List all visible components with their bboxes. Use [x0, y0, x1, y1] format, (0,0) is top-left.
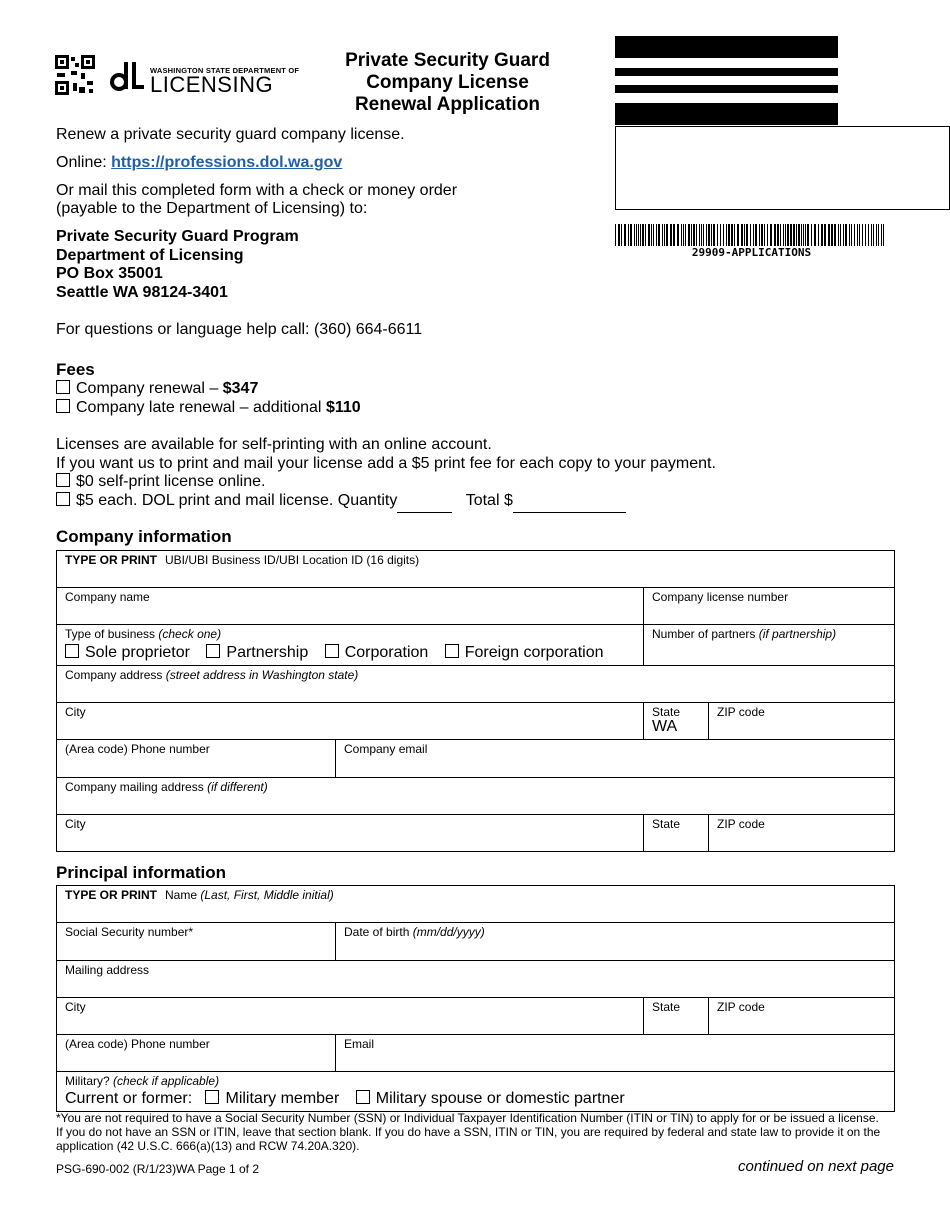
military-spouse-checkbox[interactable] — [356, 1090, 370, 1104]
business-type-checkbox[interactable] — [445, 644, 459, 658]
mail-address-line: Private Security Guard Program — [56, 228, 299, 245]
type-or-print-label: TYPE OR PRINT — [65, 888, 158, 902]
continued-note: continued on next page — [738, 1158, 894, 1175]
redaction-bar — [615, 103, 838, 125]
company-address-label: Company address — [65, 668, 166, 682]
principal-phone-field[interactable] — [57, 1035, 336, 1072]
barcode-icon — [615, 224, 888, 246]
mailing-address-note: (if different) — [207, 780, 268, 794]
fee-late-label: Company late renewal – additional — [76, 399, 326, 416]
company-mailing-address-field[interactable] — [57, 778, 895, 815]
military-option[interactable] — [205, 1090, 339, 1107]
company-address-note: (street address in Washington state) — [165, 668, 359, 682]
company-zip-field[interactable] — [709, 703, 895, 740]
fee-late-option[interactable] — [56, 398, 361, 417]
form-number: PSG-690-002 (R/1/23)WA Page 1 of 2 — [56, 1162, 259, 1176]
city-label: City — [65, 1000, 86, 1014]
quantity-field[interactable] — [397, 493, 452, 513]
option-label: Corporation — [344, 644, 429, 661]
principal-name-field[interactable] — [57, 886, 895, 923]
company-name-label: Company name — [65, 590, 150, 604]
redaction-bar — [615, 36, 838, 58]
principal-name-note: (Last, First, Middle initial) — [200, 888, 334, 902]
title-line: Company License — [366, 72, 529, 93]
state-label: State — [652, 1000, 681, 1014]
barcode-label: 29909-APPLICATIONS — [691, 246, 812, 259]
state-value: WA — [652, 718, 678, 735]
fee-renewal-amount: $347 — [222, 380, 259, 397]
intro-text: Renew a private security guard company license. — [56, 126, 405, 143]
type-or-print-label: TYPE OR PRINT — [65, 553, 158, 567]
mail-text: Or mail this completed form with a check or money order — [56, 182, 458, 199]
total-label: Total $ — [465, 492, 513, 509]
dob-field[interactable] — [336, 923, 895, 961]
principal-city-field[interactable] — [57, 998, 644, 1035]
current-former-label: Current or former: — [65, 1090, 193, 1107]
option-label: Military spouse or domestic partner — [375, 1090, 625, 1107]
business-type-option[interactable] — [65, 644, 190, 661]
business-type-field — [57, 625, 644, 666]
ssn-footnote: *You are not required to have a Social Security Number (SSN) or Individual Taxpayer Identification Number (ITIN or TIN) to apply for or be issued a license. If you do not have an SSN or ITIN, leave that section blank. If you do have a SSN, ITIN or TIN, you are required by federal and state law to provide it on the application (42 U.S.C. 666(a)(13) and RCW 74.20A.320). — [56, 1111, 881, 1153]
fees-heading: Fees — [56, 360, 95, 379]
business-type-checkbox[interactable] — [206, 644, 220, 658]
company-table — [56, 550, 895, 852]
military-member-checkbox[interactable] — [205, 1090, 219, 1104]
questions-text: For questions or language help call: (360) 664-6611 — [56, 321, 423, 338]
business-type-note: (check one) — [158, 627, 222, 641]
print-info: If you want us to print and mail your license add a $5 print fee for each copy to your payment. — [56, 455, 716, 472]
phone-label: (Area code) Phone number — [65, 1037, 210, 1051]
dob-label: Date of birth — [344, 925, 413, 939]
state-label: State — [652, 817, 681, 831]
online-link[interactable]: https://professions.dol.wa.gov — [111, 154, 343, 171]
option-label: Military member — [225, 1090, 340, 1107]
partners-field[interactable] — [644, 625, 895, 666]
principal-mailing-address-field[interactable] — [57, 961, 895, 998]
qr-code-icon — [55, 55, 95, 95]
principal-name-label: Name — [165, 888, 201, 902]
total-field[interactable] — [513, 493, 626, 513]
mail-text: (payable to the Department of Licensing) to: — [56, 200, 368, 217]
company-mailing-city-field[interactable] — [57, 815, 644, 852]
business-type-label: Type of business — [65, 627, 159, 641]
company-name-field[interactable] — [57, 588, 644, 625]
self-print-label: $0 self-print license online. — [76, 473, 266, 490]
mail-print-label: $5 each. DOL print and mail license. Quantity — [76, 492, 398, 509]
military-label: Military? — [65, 1074, 114, 1088]
self-print-option[interactable] — [56, 472, 265, 491]
option-label: Foreign corporation — [464, 644, 604, 661]
logo-subtitle: WASHINGTON STATE DEPARTMENT OF — [150, 66, 300, 75]
option-label: Partnership — [226, 644, 309, 661]
dob-note: (mm/dd/yyyy) — [412, 925, 485, 939]
title-line: Private Security Guard — [345, 50, 550, 71]
business-type-checkbox[interactable] — [325, 644, 339, 658]
principal-zip-field[interactable] — [709, 998, 895, 1035]
company-mailing-state-field[interactable] — [644, 815, 709, 852]
logo-title: LICENSING — [150, 72, 274, 97]
military-note: (check if applicable) — [113, 1074, 220, 1088]
principal-heading: Principal information — [56, 863, 227, 882]
mailing-address-label: Mailing address — [65, 963, 150, 977]
state-label: State — [652, 705, 681, 719]
company-heading: Company information — [56, 527, 232, 546]
ubi-field[interactable] — [57, 551, 895, 588]
fee-renewal-option[interactable] — [56, 379, 258, 398]
company-phone-field[interactable] — [57, 740, 336, 778]
page-title — [300, 50, 595, 116]
redaction-bar — [615, 68, 838, 76]
company-address-field[interactable] — [57, 666, 895, 703]
city-label: City — [65, 705, 86, 719]
partners-note: (if partnership) — [758, 627, 837, 641]
principal-table — [56, 885, 895, 1112]
ubi-label: UBI/UBI Business ID/UBI Location ID (16 digits) — [165, 553, 420, 567]
email-label: Email — [344, 1037, 375, 1051]
dol-logo-icon — [110, 60, 146, 92]
business-type-checkbox[interactable] — [65, 644, 79, 658]
option-label: Sole proprietor — [85, 644, 190, 661]
business-type-option[interactable] — [325, 644, 429, 661]
fee-late-amount: $110 — [325, 399, 361, 416]
mailing-address-label: Company mailing address — [65, 780, 208, 794]
ssn-field[interactable] — [57, 923, 336, 961]
self-print-checkbox[interactable] — [56, 473, 70, 487]
fee-renewal-checkbox[interactable] — [56, 380, 70, 394]
fee-late-checkbox[interactable] — [56, 399, 70, 413]
phone-label: (Area code) Phone number — [65, 742, 210, 756]
company-license-number-label: Company license number — [652, 590, 789, 604]
online-label: Online: — [56, 154, 107, 171]
military-option[interactable] — [356, 1090, 625, 1107]
company-email-field[interactable] — [336, 740, 895, 778]
email-label: Company email — [344, 742, 428, 756]
online-line — [56, 153, 342, 172]
company-mailing-zip-field[interactable] — [709, 815, 895, 852]
principal-email-field[interactable] — [336, 1035, 895, 1072]
print-info: Licenses are available for self-printing with an online account. — [56, 436, 492, 453]
zip-label: ZIP code — [717, 817, 765, 831]
city-label: City — [65, 817, 86, 831]
zip-label: ZIP code — [717, 705, 765, 719]
business-type-option[interactable] — [206, 644, 308, 661]
business-type-option[interactable] — [445, 644, 604, 661]
office-use-box — [615, 126, 950, 210]
mail-address-line: PO Box 35001 — [56, 265, 163, 282]
redaction-bar — [615, 85, 838, 93]
military-field — [57, 1072, 895, 1112]
mail-print-option[interactable] — [56, 491, 626, 513]
principal-state-field[interactable] — [644, 998, 709, 1035]
zip-label: ZIP code — [717, 1000, 765, 1014]
company-license-number-field[interactable] — [644, 588, 895, 625]
mail-address-line: Department of Licensing — [56, 247, 244, 264]
mail-address-line: Seattle WA 98124-3401 — [56, 284, 228, 301]
company-city-field[interactable] — [57, 703, 644, 740]
ssn-label: Social Security number* — [65, 925, 194, 939]
fee-renewal-label: Company renewal – — [76, 380, 223, 397]
company-state-field[interactable] — [644, 703, 709, 740]
mail-print-checkbox[interactable] — [56, 492, 70, 506]
partners-label: Number of partners — [652, 627, 759, 641]
title-line: Renewal Application — [354, 94, 541, 115]
